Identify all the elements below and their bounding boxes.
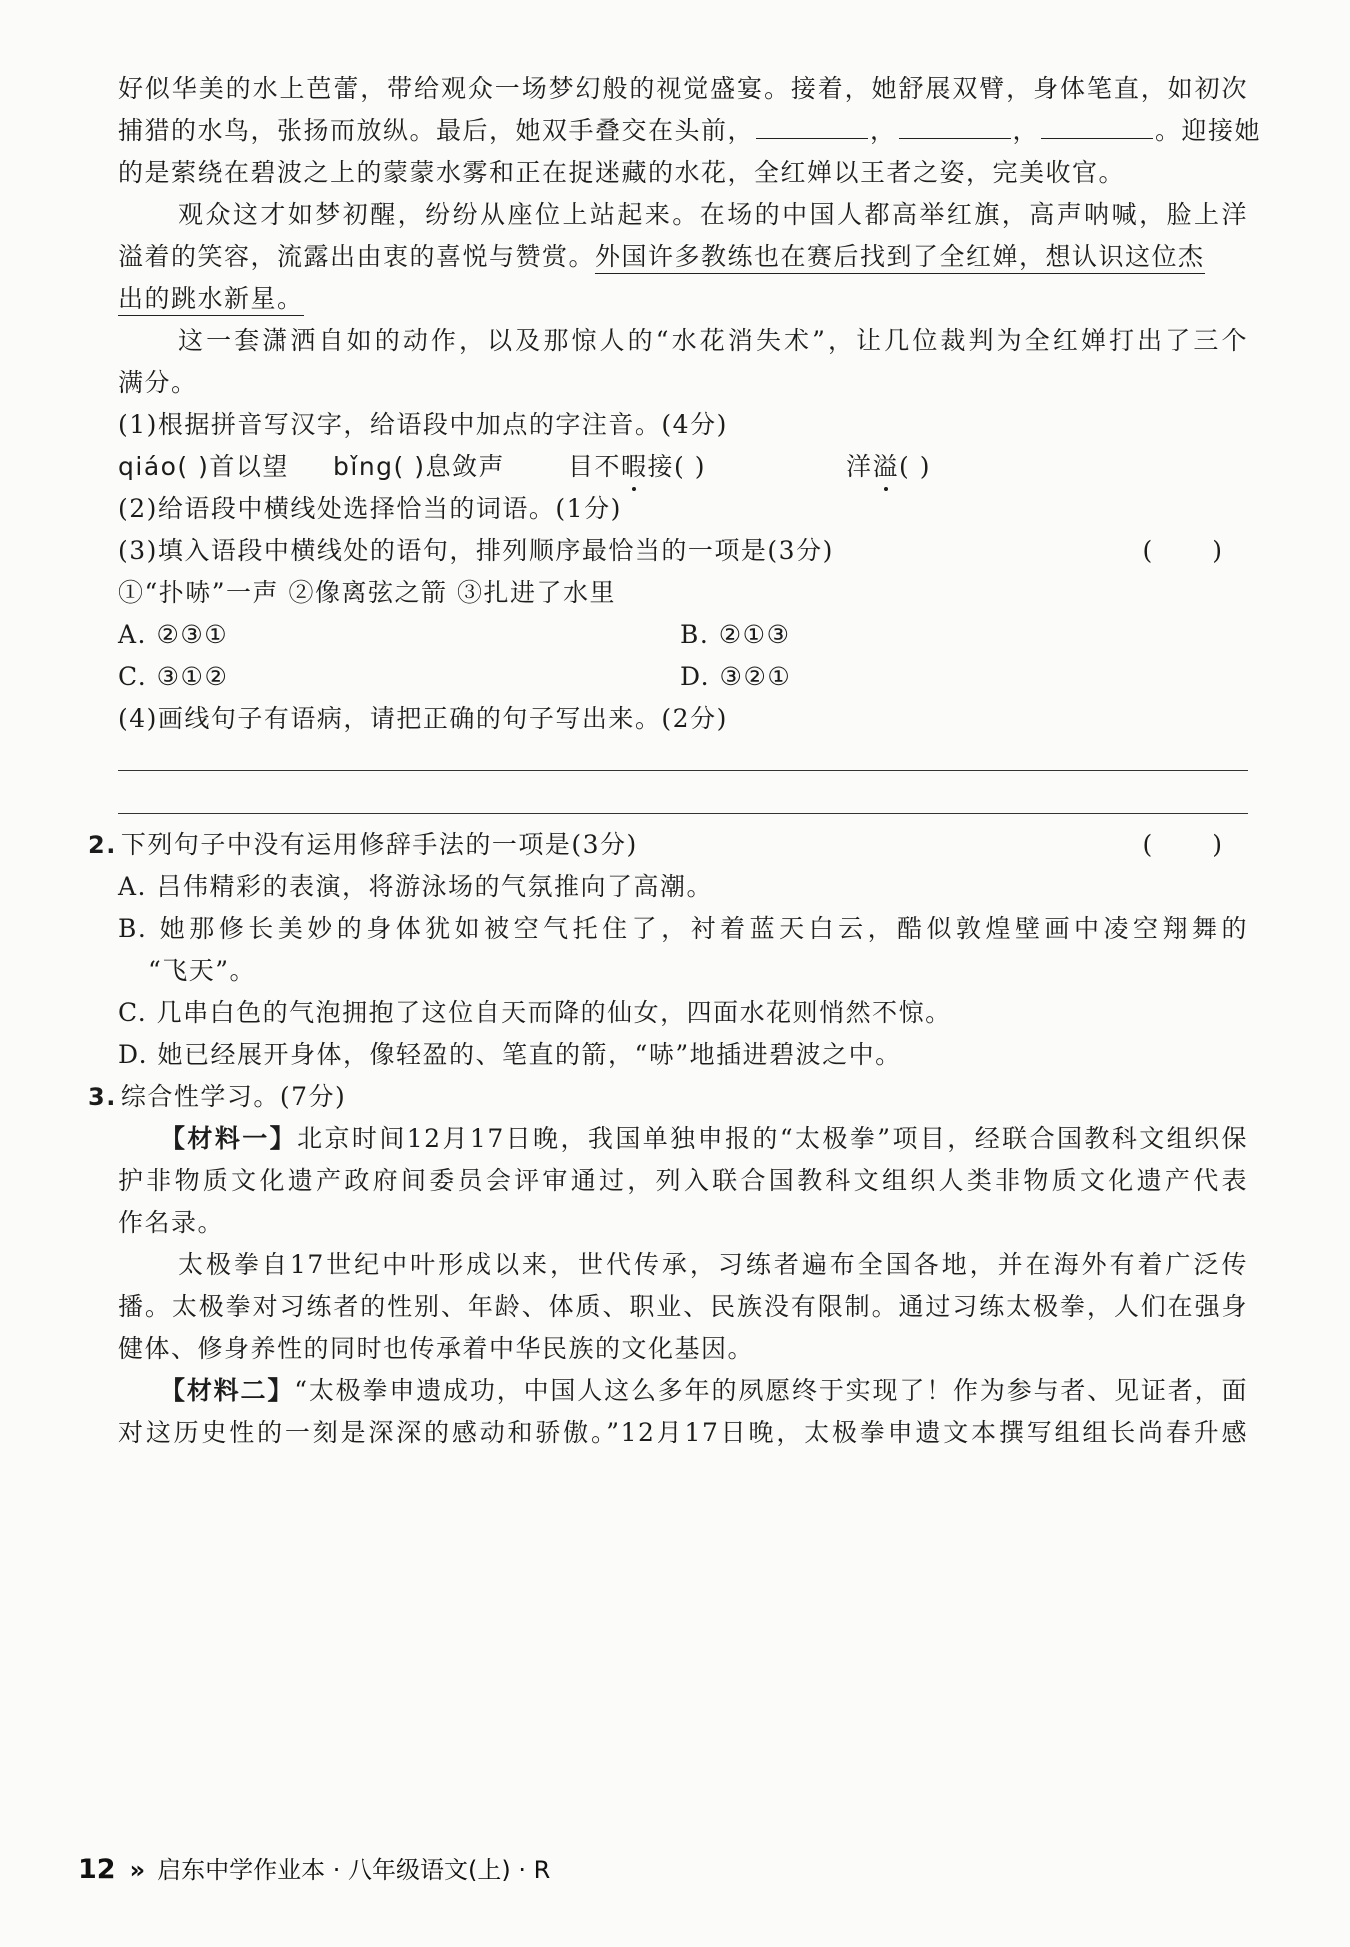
passage-line-with-blanks xyxy=(118,114,1262,148)
subquestion-3: (3)填入语段中横线处的语句，排列顺序最恰当的一项是(3分) xyxy=(118,536,834,565)
passage-text: 。迎接她 xyxy=(1155,116,1262,145)
material-1-line: 太极拳自17世纪中叶形成以来，世代传承，习练者遍布全国各地，并在海外有着广泛传 xyxy=(178,1250,1248,1279)
fill-blank[interactable] xyxy=(1041,118,1153,139)
dotted-char: 暇 xyxy=(621,450,648,484)
material-2-line: 对这历史性的一刻是深深的感动和骄傲。”12月17日晚，太极拳申遗文本撰写组组长尚春升感 xyxy=(118,1418,1248,1447)
question-number: 2. xyxy=(88,831,117,859)
page-number: 12 xyxy=(78,1854,116,1885)
options-row xyxy=(118,660,1248,694)
passage-line: 观众这才如梦初醒，纷纷从座位上站起来。在场的中国人都高举红旗，高声呐喊，脸上洋 xyxy=(178,200,1248,229)
underlined-sentence: 出的跳水新星。 xyxy=(118,284,304,316)
material-1-line: 播。太极拳对习练者的性别、年龄、体质、职业、民族没有限制。通过习练太极拳，人们在强身 xyxy=(118,1292,1248,1321)
question-3-stem: 3. 综合性学习。(7分) xyxy=(88,1082,347,1111)
option-d[interactable]: D. ③②① xyxy=(680,662,792,691)
passage-text: 捕猎的水鸟，张扬而放纵。最后，她双手叠交在头前， xyxy=(118,116,755,145)
material-1-line: 【材料一】北京时间12月17日晚，我国单独申报的“太极拳”项目，经联合国教科文组织保 xyxy=(160,1124,1248,1153)
options-row xyxy=(118,618,1248,652)
option-a[interactable]: A. ②③① xyxy=(118,620,229,649)
option-c[interactable]: C. ③①② xyxy=(118,662,229,691)
dotted-char-item[interactable]: 目不暇接( ) xyxy=(568,450,846,484)
fill-blank[interactable] xyxy=(756,118,868,139)
pinyin-row xyxy=(118,450,1248,484)
question-2-stem: 2. 下列句子中没有运用修辞手法的一项是(3分) xyxy=(88,830,638,859)
option-b[interactable]: B. ②①③ xyxy=(680,620,791,649)
option-b-continued: “飞天”。 xyxy=(148,956,257,985)
material-1-line: 健体、修身养性的同时也传承着中华民族的文化基因。 xyxy=(118,1334,755,1363)
option-b[interactable]: B. 她那修长美妙的身体犹如被空气托住了，衬着蓝天白云，酷似敦煌壁画中凌空翔舞的 xyxy=(118,914,1248,943)
material-1-line: 护非物质文化遗产政府间委员会评审通过，列入联合国教科文组织人类非物质文化遗产代表 xyxy=(118,1166,1248,1195)
book-title: 启东中学作业本 · 八年级语文(上) · R xyxy=(157,1856,551,1884)
material-1-line: 作名录。 xyxy=(118,1208,225,1237)
passage-line: 这一套潇洒自如的动作，以及那惊人的“水花消失术”，让几位裁判为全红婵打出了三个 xyxy=(178,326,1248,355)
chevron-icon: » xyxy=(129,1856,146,1884)
sentence-items: ①“扑哧”一声 ②像离弦之箭 ③扎进了水里 xyxy=(118,578,616,607)
answer-line[interactable] xyxy=(118,813,1248,814)
material-label: 【材料二】 xyxy=(160,1376,295,1405)
pinyin-item[interactable]: qiáo( )首以望 xyxy=(118,452,289,481)
material-2-line: 【材料二】“太极拳申遗成功，中国人这么多年的夙愿终于实现了！作为参与者、见证者，面 xyxy=(160,1376,1248,1405)
passage-text: 溢着的笑容，流露出由衷的喜悦与赞赏。 xyxy=(118,242,596,271)
passage-line xyxy=(118,240,1248,274)
question-number: 3. xyxy=(88,1083,117,1111)
subquestion-1: (1)根据拼音写汉字，给语段中加点的字注音。(4分) xyxy=(118,410,728,439)
passage-line: 好似华美的水上芭蕾，带给观众一场梦幻般的视觉盛宴。接着，她舒展双臂，身体笔直，如初次 xyxy=(118,74,1248,103)
passage-line xyxy=(118,282,1248,316)
answer-parentheses[interactable]: ( ) xyxy=(1142,536,1248,565)
blank-separator: ， xyxy=(1012,116,1040,145)
fill-blank[interactable] xyxy=(899,118,1011,139)
passage-line: 的是萦绕在碧波之上的蒙蒙水雾和正在捉迷藏的水花，全红婵以王者之姿，完美收官。 xyxy=(118,158,1126,187)
option-d[interactable]: D. 她已经展开身体，像轻盈的、笔直的箭，“哧”地插进碧波之中。 xyxy=(118,1040,902,1069)
dotted-char-item[interactable]: 洋溢( ) xyxy=(846,450,931,484)
pinyin-item[interactable]: bǐng( )息敛声 xyxy=(333,452,505,481)
blank-separator: ， xyxy=(870,116,897,145)
page-footer xyxy=(78,1853,550,1887)
underlined-sentence: 外国许多教练也在赛后找到了全红婵，想认识这位杰 xyxy=(595,242,1205,274)
answer-parentheses[interactable]: ( ) xyxy=(1142,830,1248,859)
answer-line[interactable] xyxy=(118,770,1248,771)
option-c[interactable]: C. 几串白色的气泡拥抱了这位自天而降的仙女，四面水花则悄然不惊。 xyxy=(118,998,952,1027)
subquestion-4: (4)画线句子有语病，请把正确的句子写出来。(2分) xyxy=(118,704,728,733)
option-a[interactable]: A. 吕伟精彩的表演，将游泳场的气氛推向了高潮。 xyxy=(118,872,713,901)
dotted-char: 溢 xyxy=(873,450,900,484)
passage-line: 满分。 xyxy=(118,368,198,397)
material-label: 【材料一】 xyxy=(160,1124,298,1153)
subquestion-2: (2)给语段中横线处选择恰当的词语。(1分) xyxy=(118,494,622,523)
